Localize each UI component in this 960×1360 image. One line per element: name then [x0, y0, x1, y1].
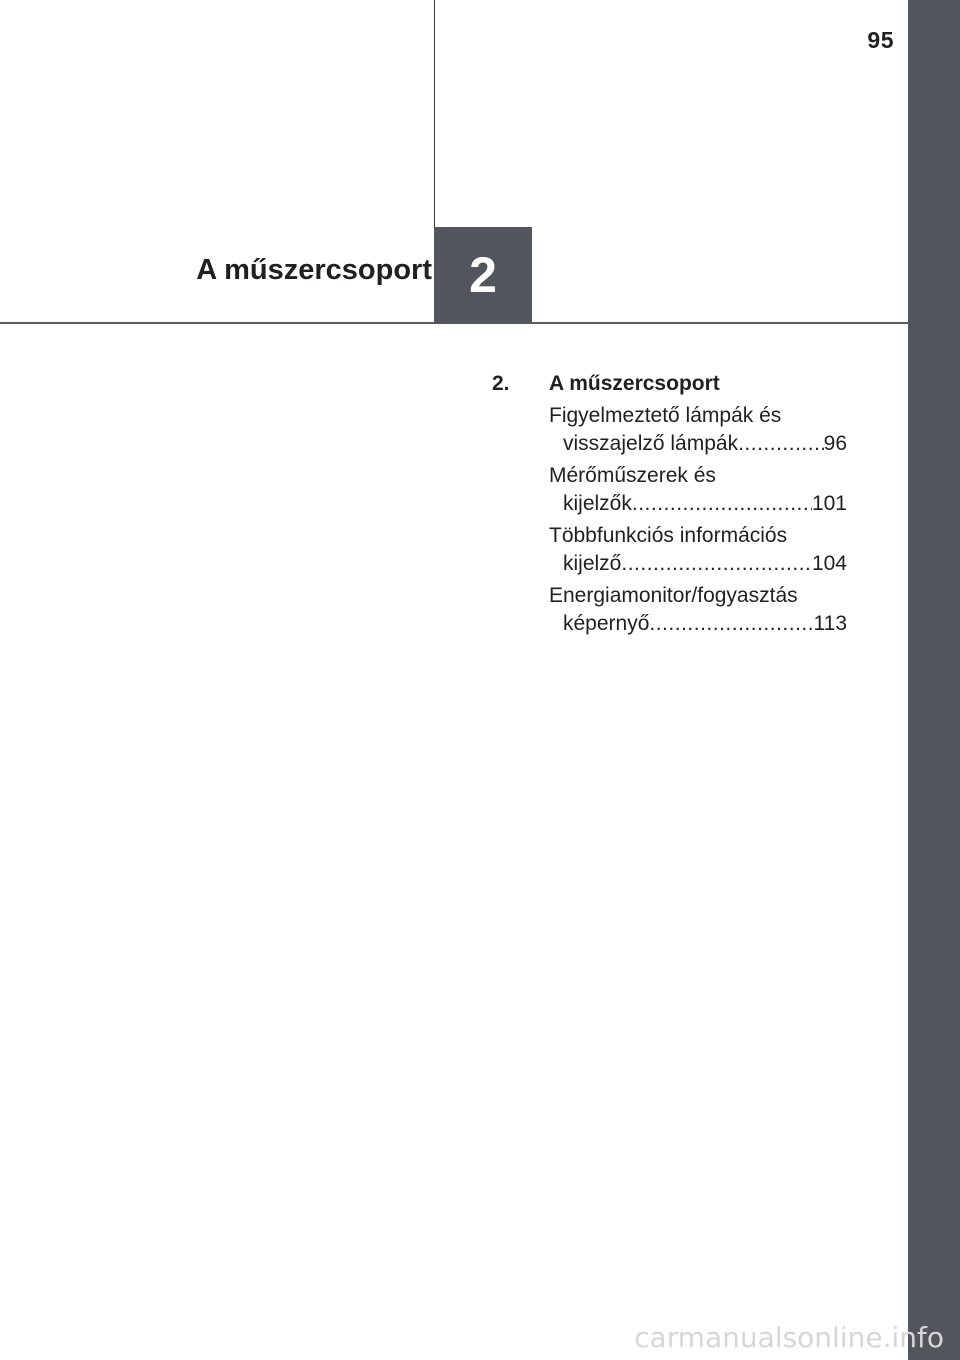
- toc-entry-page: 113: [813, 612, 847, 635]
- chapter-title: A műszercsoport: [196, 254, 432, 286]
- toc-entry-warning-lights[interactable]: [549, 402, 847, 458]
- toc-entry-page: 101: [811, 492, 847, 515]
- side-thumb-band: [908, 0, 960, 1360]
- dot-leader: [632, 490, 812, 518]
- toc-entry-title-cont: kijelzők: [563, 492, 632, 515]
- vertical-divider: [434, 0, 435, 227]
- dot-leader: [649, 610, 813, 638]
- toc-heading-number: 2.: [492, 372, 510, 395]
- toc-entry-page: 104: [811, 552, 847, 575]
- page-number: 95: [867, 27, 894, 53]
- chapter-number: 2: [469, 247, 497, 303]
- table-of-contents: [492, 370, 847, 642]
- toc-entry-title: Energiamonitor/fogyasztás: [549, 584, 798, 607]
- dot-leader: [738, 430, 824, 458]
- chapter-number-box: [434, 227, 532, 323]
- toc-entry-energy-monitor[interactable]: [549, 582, 847, 638]
- toc-entry-title-cont: visszajelző lámpák: [563, 432, 739, 455]
- toc-entries: [549, 402, 847, 638]
- toc-entry-title-cont: kijelző: [563, 552, 622, 575]
- dot-leader: [621, 550, 812, 578]
- toc-entry-multi-info-display[interactable]: [549, 522, 847, 578]
- toc-entry-title: Figyelmeztető lámpák és: [549, 404, 782, 427]
- toc-entry-gauges[interactable]: [549, 462, 847, 518]
- toc-heading: [492, 370, 847, 398]
- toc-entry-title: Többfunkciós információs: [549, 524, 788, 547]
- watermark: carmanualsonline.info: [634, 1321, 944, 1354]
- toc-heading-title: A műszercsoport: [549, 372, 720, 395]
- toc-entry-page: 96: [823, 432, 847, 455]
- toc-entry-title-cont: képernyő: [563, 612, 650, 635]
- toc-entry-title: Mérőműszerek és: [549, 464, 716, 487]
